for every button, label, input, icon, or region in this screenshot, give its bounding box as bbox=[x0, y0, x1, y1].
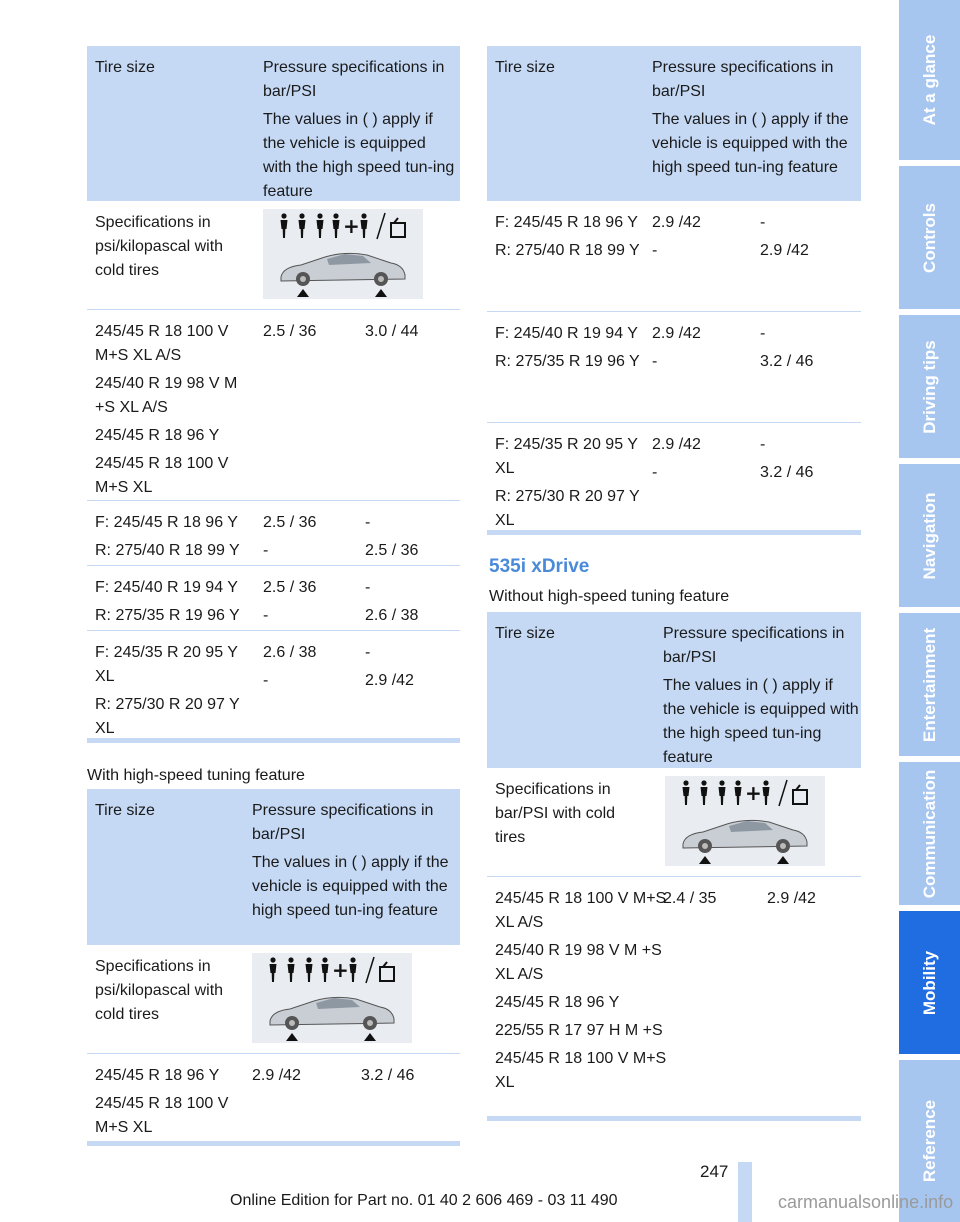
tire-size-cell: F: 245/40 R 19 94 Y R: 275/35 R 19 96 Y bbox=[95, 579, 240, 624]
footer-text: Online Edition for Part no. 01 40 2 606 469 - 03 11 490 bbox=[230, 1192, 618, 1209]
header-note: The values in ( ) apply if the vehicle is equipped with the high speed tun-ing feature bbox=[652, 111, 849, 176]
with-hs-label: With high-speed tuning feature bbox=[87, 767, 305, 784]
header-tire-size: Tire size bbox=[95, 59, 155, 76]
load-diagram-icon bbox=[263, 209, 423, 299]
tab-navigation[interactable]: Navigation bbox=[899, 464, 960, 607]
tire-size-cell: 245/45 R 18 100 V M+S XL A/S 245/40 R 19 98 V M +S XL A/S 245/45 R 18 96 Y 245/45 R 18 100 V M+S XL bbox=[95, 323, 238, 496]
table-header bbox=[87, 789, 460, 945]
table-end-bar bbox=[87, 1141, 460, 1146]
pressure-cell: - 3.2 / 46 bbox=[760, 436, 814, 481]
pressure-cell: 2.9 /42 - bbox=[652, 325, 701, 370]
watermark: carmanualsonline.info bbox=[778, 1192, 954, 1212]
table-row bbox=[87, 566, 460, 631]
tire-size-cell: 245/45 R 18 100 V M+S XL A/S 245/40 R 19 98 V M +S XL A/S 245/45 R 18 96 Y 225/55 R 17 97 H M +S 245/45 R 18 100 V M+S XL bbox=[495, 890, 667, 1091]
header-tire-size: Tire size bbox=[495, 59, 555, 76]
tab-mobility[interactable]: Mobility bbox=[899, 911, 960, 1054]
pressure-cell: - 2.9 /42 bbox=[760, 214, 809, 259]
table-header bbox=[87, 46, 460, 201]
pressure-cell: 3.2 / 46 bbox=[361, 1067, 415, 1084]
page-marker bbox=[738, 1162, 752, 1222]
tire-table-3 bbox=[487, 46, 861, 531]
tire-size-cell: 245/45 R 18 96 Y 245/45 R 18 100 V M+S XL bbox=[95, 1067, 229, 1136]
header-pressure: Pressure specifications in bar/PSI The values in ( ) apply if the vehicle is equipped with the high speed tun-ing feature bbox=[252, 799, 458, 923]
tire-table-2 bbox=[87, 789, 460, 1142]
table-row bbox=[87, 631, 460, 739]
table-end-bar bbox=[487, 1116, 861, 1121]
table-row bbox=[487, 423, 861, 531]
svg-text:+: + bbox=[343, 214, 360, 238]
header-pressure: Pressure specifications in bar/PSI The values in ( ) apply if the vehicle is equipped with the high speed tun-ing feature bbox=[663, 622, 859, 770]
svg-text:+: + bbox=[745, 781, 762, 805]
tab-at-a-glance[interactable]: At a glance bbox=[899, 0, 960, 160]
spec-row bbox=[87, 201, 460, 310]
spec-label: Specifications in psi/kilopascal with cold tires bbox=[95, 214, 224, 279]
tab-reference[interactable]: Reference bbox=[899, 1060, 960, 1222]
header-note: The values in ( ) apply if the vehicle is equipped with the high speed tun-ing feature bbox=[663, 677, 859, 766]
page-number: 247 bbox=[700, 1162, 729, 1181]
pressure-cell: 2.9 /42 - bbox=[652, 436, 701, 481]
header-pressure: Pressure specifications in bar/PSI The values in ( ) apply if the vehicle is equipped with the high speed tun-ing feature bbox=[263, 56, 458, 204]
chapter-sidebar bbox=[899, 0, 960, 1222]
header-tire-size: Tire size bbox=[495, 625, 555, 642]
section-subtitle: Without high-speed tuning feature bbox=[489, 588, 730, 605]
pressure-cell: 2.9 /42 bbox=[767, 890, 816, 907]
pressure-cell: 2.9 /42 bbox=[252, 1067, 301, 1084]
tire-size-cell: F: 245/35 R 20 95 Y XL R: 275/30 R 20 97 Y XL bbox=[95, 644, 240, 737]
table-row bbox=[87, 501, 460, 566]
tab-controls[interactable]: Controls bbox=[899, 166, 960, 309]
pressure-cell: - 2.6 / 38 bbox=[365, 579, 419, 624]
pressure-cell: 2.9 /42 - bbox=[652, 214, 701, 259]
table-row bbox=[487, 201, 861, 312]
pressure-cell: 2.6 / 38 - bbox=[263, 644, 317, 689]
table-header bbox=[487, 46, 861, 201]
pressure-cell: - 2.5 / 36 bbox=[365, 514, 419, 559]
header-note: The values in ( ) apply if the vehicle is equipped with the high speed tun-ing feature bbox=[252, 854, 449, 919]
table-row bbox=[487, 312, 861, 423]
tire-table-4 bbox=[487, 612, 861, 1117]
spec-row bbox=[487, 768, 861, 877]
table-end-bar bbox=[87, 738, 460, 743]
tab-communication[interactable]: Communication bbox=[899, 762, 960, 905]
section-title: 535i xDrive bbox=[489, 556, 590, 577]
tire-table-1 bbox=[87, 46, 460, 739]
table-row bbox=[487, 877, 861, 1117]
header-note: The values in ( ) apply if the vehicle is equipped with the high speed tun-ing feature bbox=[263, 111, 455, 200]
table-header bbox=[487, 612, 861, 768]
load-diagram-icon bbox=[665, 776, 825, 866]
tire-size-cell: F: 245/45 R 18 96 Y R: 275/40 R 18 99 Y bbox=[495, 214, 640, 259]
pressure-cell: 2.4 / 35 bbox=[663, 890, 717, 907]
svg-text:+: + bbox=[332, 958, 349, 982]
tab-driving-tips[interactable]: Driving tips bbox=[899, 315, 960, 458]
spec-row bbox=[87, 945, 460, 1054]
pressure-cell: 2.5 / 36 - bbox=[263, 514, 317, 559]
table-row bbox=[87, 1054, 460, 1142]
table-row bbox=[87, 310, 460, 501]
header-pressure: Pressure specifications in bar/PSI The values in ( ) apply if the vehicle is equipped with the high speed tun-ing feature bbox=[652, 56, 859, 180]
pressure-cell: - 3.2 / 46 bbox=[760, 325, 814, 370]
header-tire-size: Tire size bbox=[95, 802, 155, 819]
tire-size-cell: F: 245/35 R 20 95 Y XL R: 275/30 R 20 97 Y XL bbox=[495, 436, 640, 529]
tire-size-cell: F: 245/40 R 19 94 Y R: 275/35 R 19 96 Y bbox=[495, 325, 640, 370]
spec-label: Specifications in psi/kilopascal with cold tires bbox=[95, 958, 224, 1023]
load-diagram-icon bbox=[252, 953, 412, 1043]
pressure-cell: 3.0 / 44 bbox=[365, 323, 419, 340]
tab-entertainment[interactable]: Entertainment bbox=[899, 613, 960, 756]
table-end-bar bbox=[487, 530, 861, 535]
pressure-cell: 2.5 / 36 - bbox=[263, 579, 317, 624]
tire-size-cell: F: 245/45 R 18 96 Y R: 275/40 R 18 99 Y bbox=[95, 514, 240, 559]
pressure-cell: - 2.9 /42 bbox=[365, 644, 414, 689]
spec-label: Specifications in bar/PSI with cold tires bbox=[495, 781, 616, 846]
pressure-cell: 2.5 / 36 bbox=[263, 323, 317, 340]
